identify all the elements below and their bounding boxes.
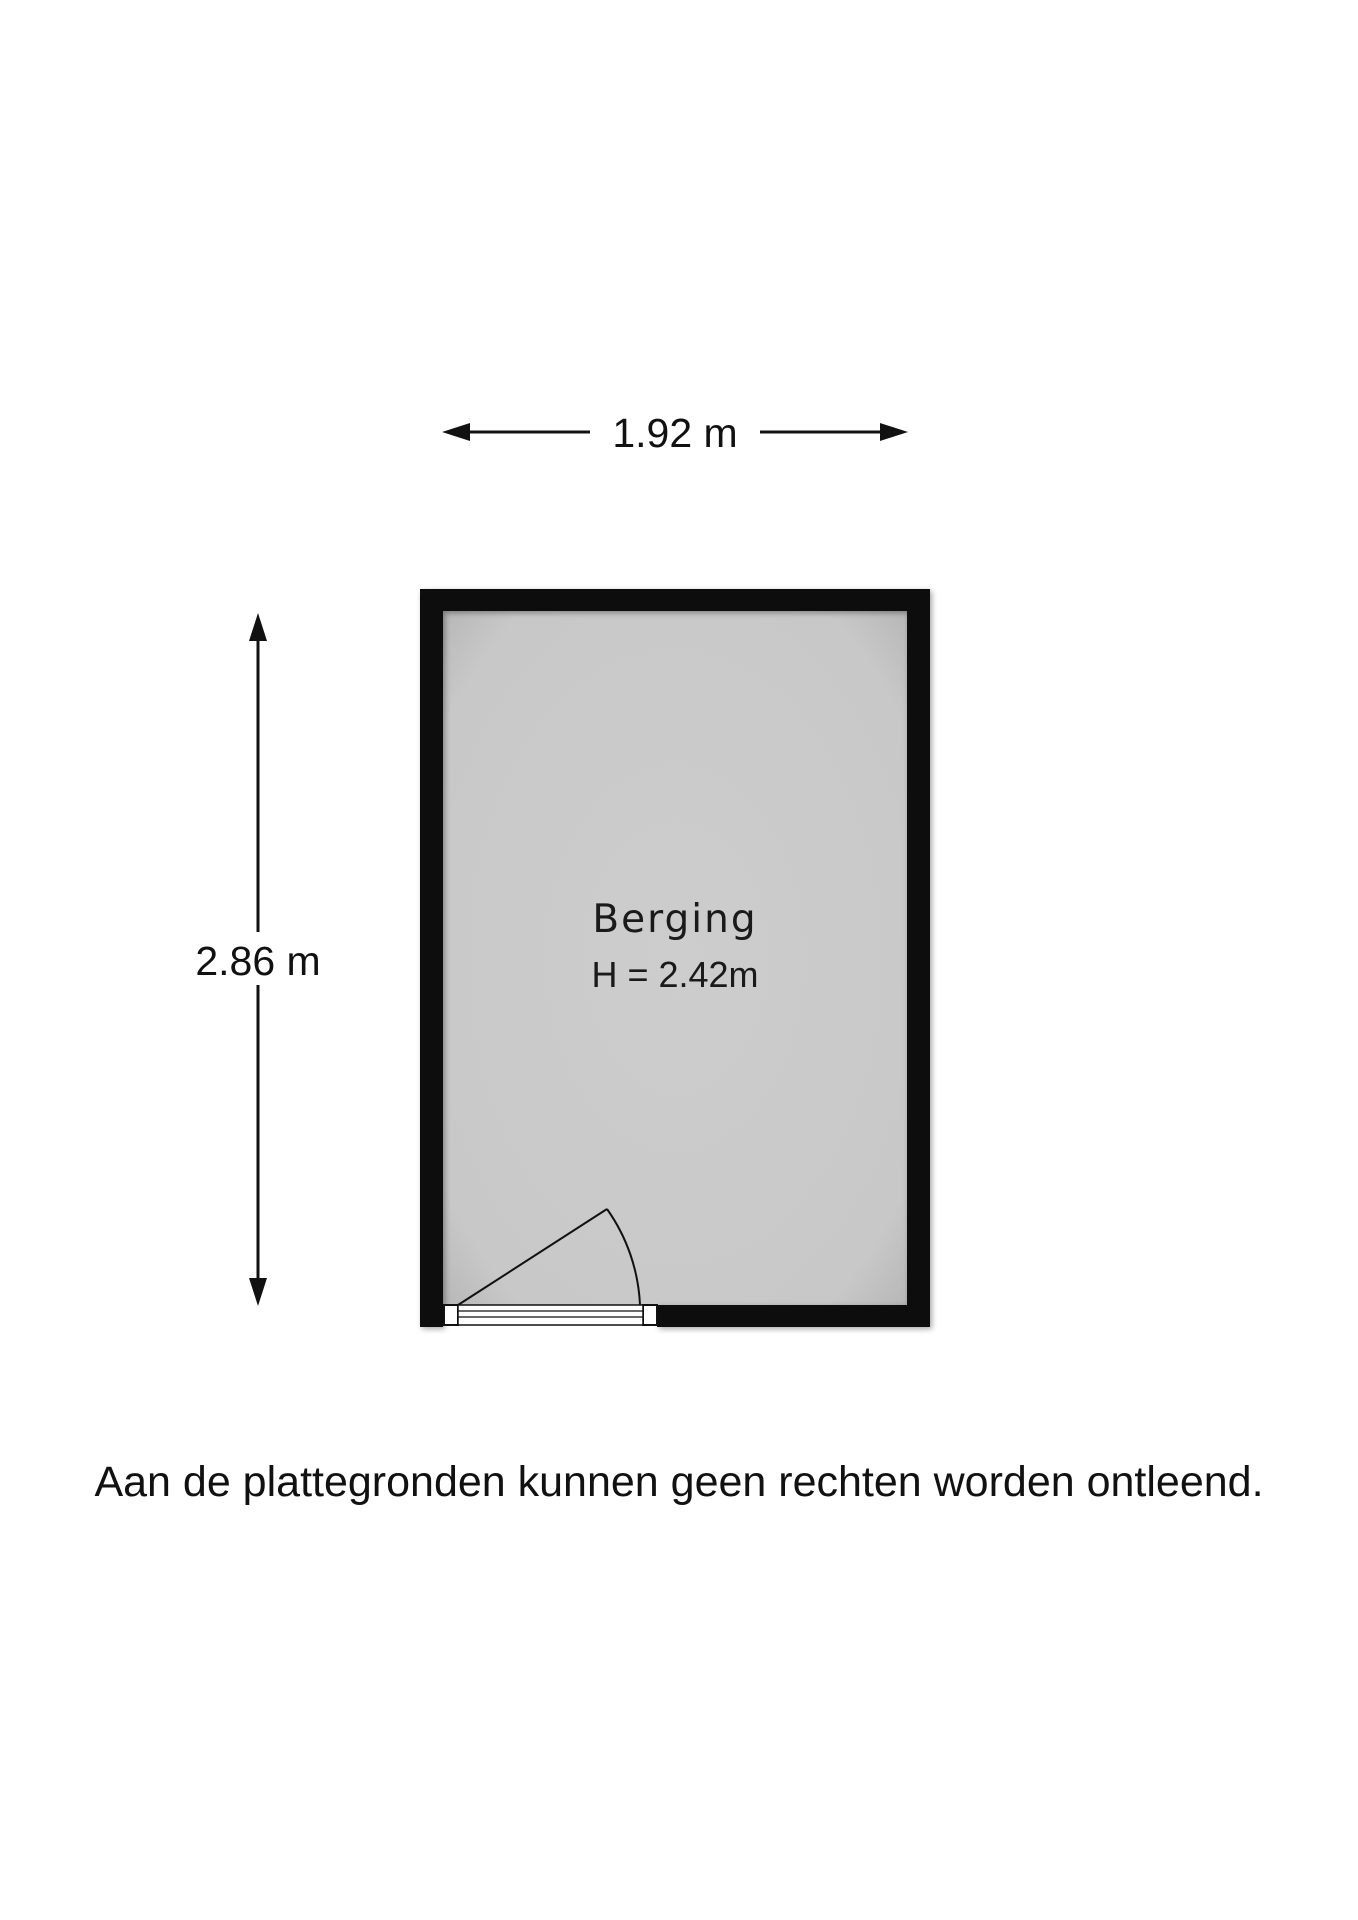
depth-dimension — [195, 613, 320, 1306]
wall-left — [420, 589, 443, 1327]
door-threshold — [458, 1305, 643, 1325]
door-frame-left — [444, 1305, 458, 1325]
width-dimension — [442, 410, 908, 456]
depth-dimension-label: 2.86 m — [195, 938, 321, 984]
arrowhead-right-icon — [880, 423, 908, 441]
room-berging — [420, 589, 930, 1327]
arrowhead-left-icon — [442, 423, 470, 441]
room-name: Berging — [592, 897, 758, 942]
door-frame-right — [643, 1305, 657, 1325]
room-height: H = 2.42m — [591, 954, 759, 995]
arrowhead-down-icon — [249, 1278, 267, 1306]
wall-right — [907, 589, 930, 1327]
width-dimension-label: 1.92 m — [612, 410, 738, 456]
arrowhead-up-icon — [249, 613, 267, 641]
disclaimer-text: Aan de plattegronden kunnen geen rechten worden ontleend. — [94, 1458, 1264, 1506]
wall-top — [420, 589, 930, 611]
wall-bottom — [657, 1305, 930, 1327]
wall-bottom-left-stub — [420, 1305, 443, 1327]
